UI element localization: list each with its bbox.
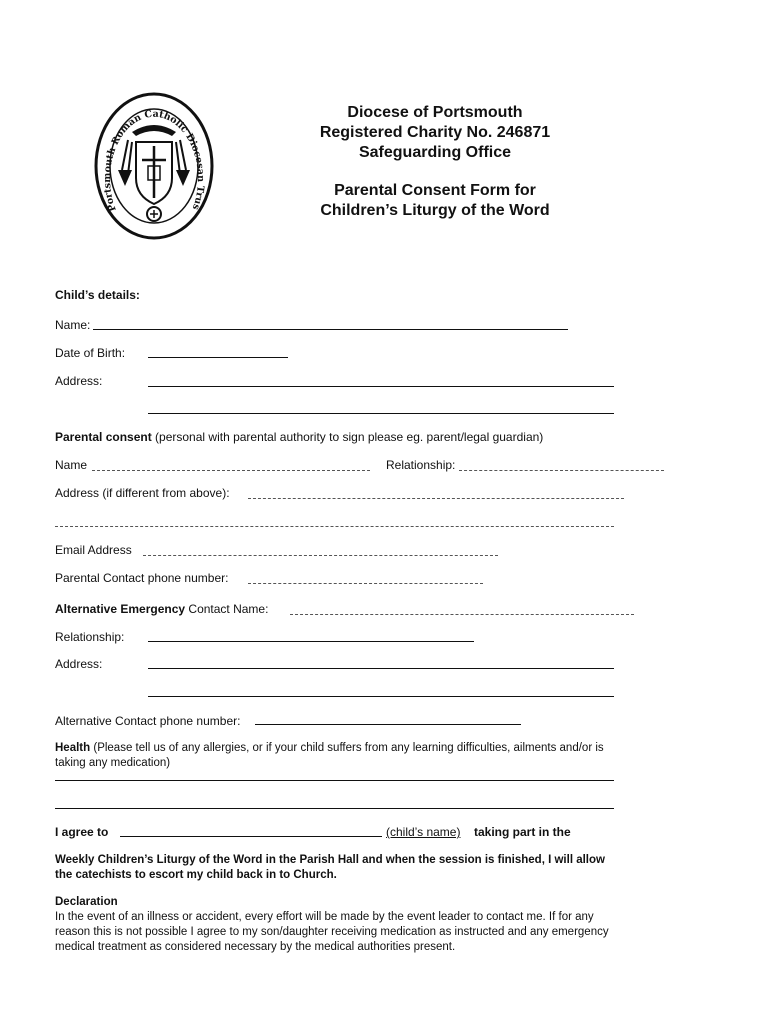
declaration-section — [55, 895, 715, 955]
alt-contact-name-field[interactable] — [290, 614, 634, 615]
agree-child-name-field[interactable] — [120, 836, 382, 837]
parent-address-field-1[interactable] — [248, 498, 624, 499]
charity-number: Registered Charity No. 246871 — [319, 124, 551, 141]
parental-consent-note: (personal with parental authority to sign please eg. parent/legal guardian) — [155, 430, 544, 444]
parent-phone-field[interactable] — [248, 583, 483, 584]
child-dob-field[interactable] — [148, 357, 288, 358]
health-field-1[interactable] — [55, 780, 614, 781]
health-section — [55, 741, 695, 771]
parent-email-label: Email Address — [55, 543, 132, 557]
parental-consent-row — [55, 430, 543, 444]
parent-address-label: Address (if different from above): — [55, 486, 230, 500]
health-note-line-1 — [55, 741, 695, 756]
alt-contact-row — [55, 602, 268, 616]
alt-address-field-2[interactable] — [148, 696, 614, 697]
diocese-seal-logo — [92, 90, 216, 242]
parent-email-field[interactable] — [143, 555, 498, 556]
org-name: Diocese of Portsmouth — [347, 104, 523, 121]
taking-part-label: taking part in the — [474, 825, 571, 839]
alt-relationship-field[interactable] — [148, 641, 474, 642]
parental-consent-heading: Parental consent — [55, 430, 152, 444]
declaration-heading: Declaration — [55, 896, 118, 908]
health-heading: Health — [55, 742, 91, 754]
child-name-hint: (child’s name) — [386, 825, 461, 839]
child-name-field[interactable] — [93, 329, 568, 330]
alt-phone-label: Alternative Contact phone number: — [55, 714, 241, 728]
child-details-heading: Child’s details: — [55, 288, 140, 302]
health-note-line-2: taking any medication) — [55, 757, 171, 769]
child-address-label: Address: — [55, 374, 103, 388]
office-name: Safeguarding Office — [358, 144, 512, 161]
agreement-line-2: the catechists to escort my child back in to Church. — [55, 869, 337, 881]
child-address-field-2[interactable] — [148, 413, 614, 414]
alt-contact-name-label: Contact Name: — [188, 602, 269, 616]
agreement-line-1: Weekly Children’s Liturgy of the Word in the Parish Hall and when the session is finished, I will allow — [55, 854, 605, 866]
seal-text: Portsmouth Roman Catholic Diocesan Trus — [101, 108, 207, 213]
parent-relationship-field[interactable] — [459, 470, 664, 471]
form-title-line-1: Parental Consent Form for — [334, 182, 536, 199]
child-address-field-1[interactable] — [148, 386, 614, 387]
parent-phone-label: Parental Contact phone number: — [55, 571, 229, 585]
alt-phone-field[interactable] — [255, 724, 521, 725]
agree-label: I agree to — [55, 825, 109, 839]
declaration-line-2: reason this is not possible I agree to my son/daughter receiving medication as instructed and any emergency — [55, 926, 609, 938]
parent-address-field-2[interactable] — [55, 526, 614, 527]
health-note-text: (Please tell us of any allergies, or if your child suffers from any learning difficulties, ailments and/or is — [93, 742, 604, 754]
alt-relationship-label: Relationship: — [55, 630, 125, 644]
agreement-statement — [55, 853, 705, 883]
parent-name-label: Name — [55, 458, 88, 472]
child-dob-label: Date of Birth: — [55, 346, 126, 360]
declaration-line-1: In the event of an illness or accident, every effort will be made by the event leader to contact me. If for any — [55, 911, 594, 923]
alt-contact-heading: Alternative Emergency — [55, 602, 186, 616]
parent-relationship-label: Relationship: — [386, 458, 456, 472]
form-title-line-2: Children’s Liturgy of the Word — [320, 202, 550, 219]
parent-name-field[interactable] — [92, 470, 370, 471]
alt-address-field-1[interactable] — [148, 668, 614, 669]
declaration-line-3: medical treatment as considered necessary by the medical authorities present. — [55, 941, 456, 953]
child-name-label: Name: — [55, 318, 91, 332]
alt-address-label: Address: — [55, 657, 103, 671]
health-field-2[interactable] — [55, 808, 614, 809]
